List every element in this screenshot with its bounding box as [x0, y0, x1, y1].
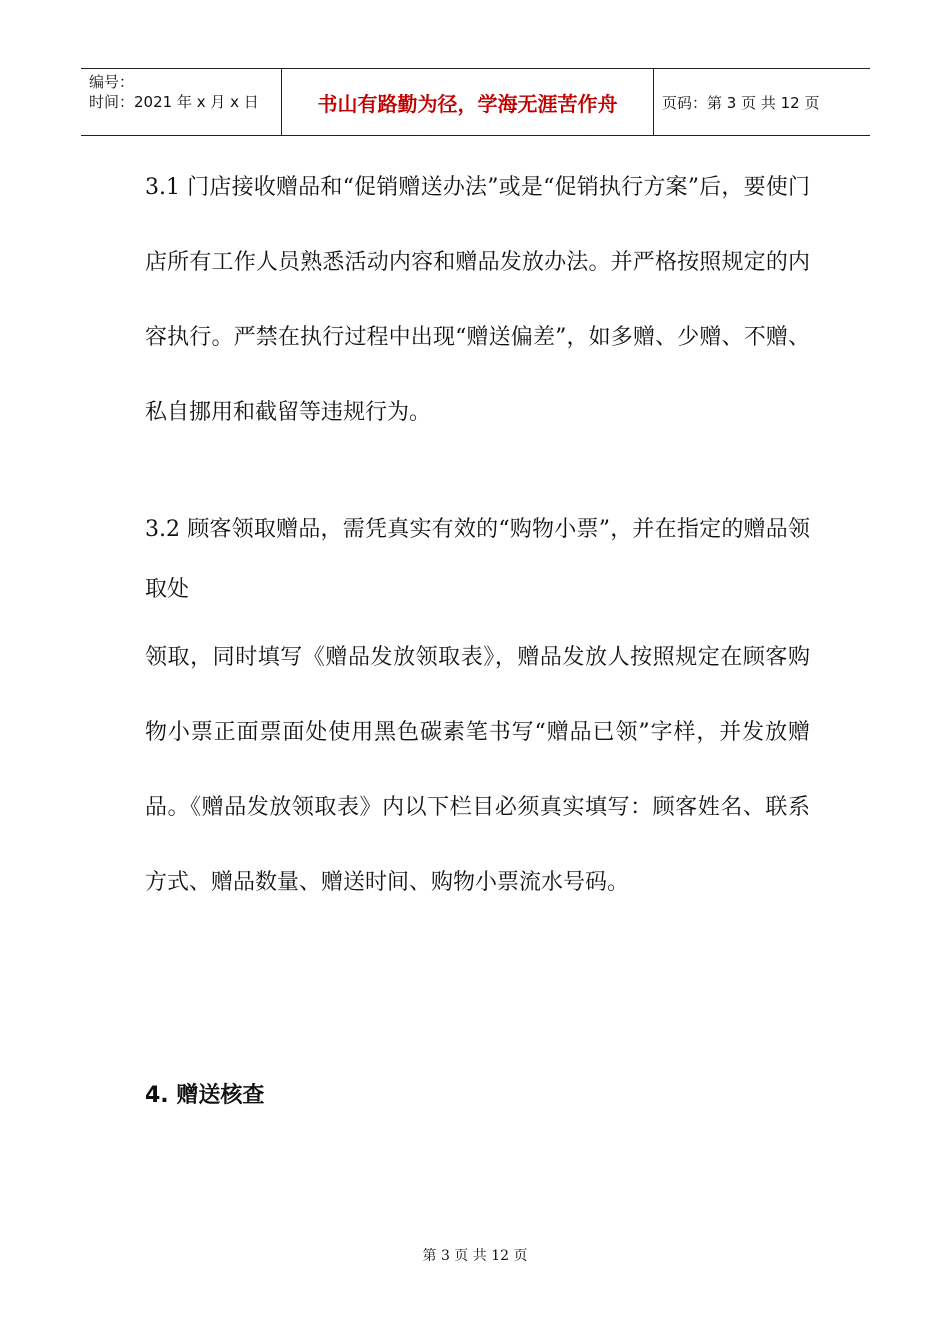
- header-meta-cell: [81, 69, 282, 135]
- section-heading-4: 4. 赠送核查: [145, 1083, 265, 1108]
- paragraph-3-2-intro: 3.2 顾客领取赠品，需凭真实有效的“购物小票”，并在指定的赠品领取处: [145, 517, 810, 602]
- document-body: [145, 150, 810, 920]
- header-page-cell: [654, 69, 870, 135]
- header-motto: 书山有路勤为径，学海无涯苦作舟: [317, 91, 618, 116]
- paragraph-3-2-detail: 领取，同时填写《赠品发放领取表》，赠品发放人按照规定在顾客购物小票正面票面处使用黑色碳素笔书写“赠品已领”字样，并发放赠品。《赠品发放领取表》内以下栏目必须真实填写：顾客姓名、联系方式、赠品数量、赠送时间、购物小票流水号码。: [145, 645, 810, 895]
- document-time-label: 时间：2021 年 x 月 x 日: [89, 93, 259, 111]
- paragraph-3-1: 3.1 门店接收赠品和“促销赠送办法”或是“促销执行方案”后，要使门店所有工作人员熟悉活动内容和赠品发放办法。并严格按照规定的内容执行。严禁在执行过程中出现“赠送偏差”，如多赠、少赠、不赠、私自挪用和截留等违规行为。: [145, 175, 810, 425]
- header-page-number: 页码：第 3 页 共 12 页: [662, 93, 820, 112]
- document-number-label: 编号：: [89, 73, 135, 91]
- header-motto-cell: [282, 69, 654, 135]
- page-footer: 第 3 页 共 12 页: [422, 1248, 528, 1264]
- page-header: [81, 68, 870, 136]
